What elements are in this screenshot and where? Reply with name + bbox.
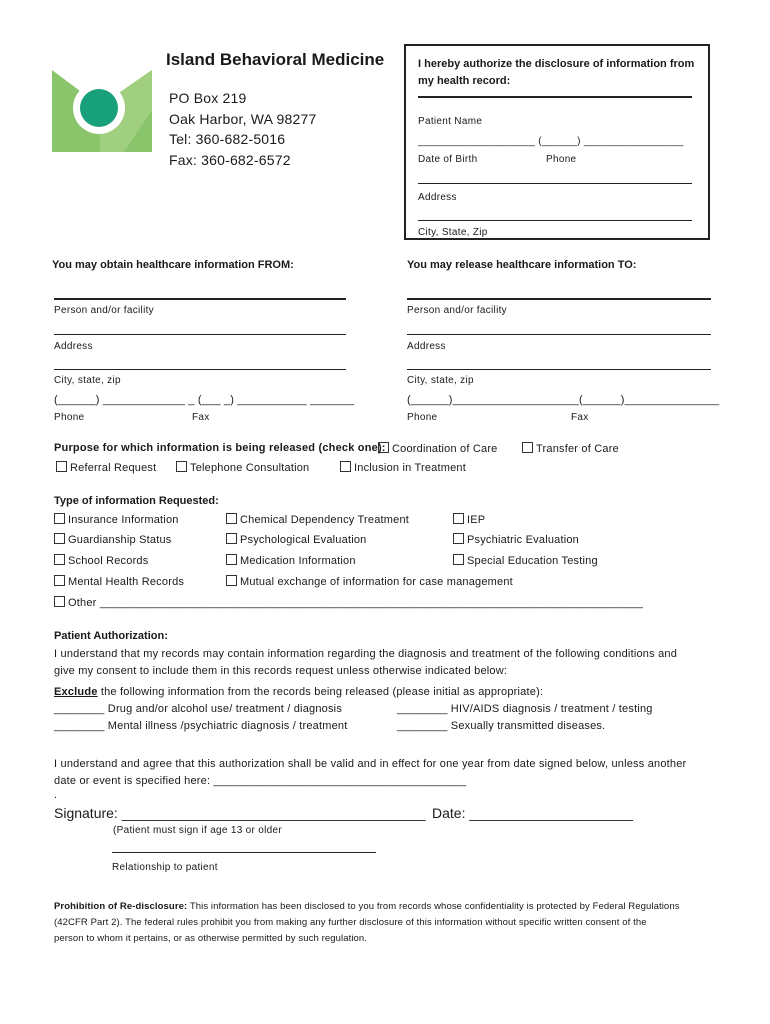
exclude-text: the following information from the records being released (please initial as appropriate): [97,686,544,698]
address-field[interactable] [418,183,692,184]
from-phone-label: Phone [54,412,85,423]
signature-note: (Patient must sign if age 13 or older [113,825,282,836]
city-line: Oak Harbor, WA 98277 [169,111,317,127]
city-label: City, State, Zip [418,227,488,238]
to-address-field[interactable] [407,334,711,335]
info-guardianship[interactable] [54,533,171,546]
info-psychological[interactable] [226,533,366,546]
exclude-word: Exclude [54,686,98,698]
exclude-line [54,684,543,701]
to-address-label: Address [407,341,446,352]
checkbox[interactable] [54,575,65,586]
clinic-logo [52,70,152,152]
option-label: Insurance Information [68,514,179,526]
checkbox[interactable] [453,513,464,524]
option-label: Chemical Dependency Treatment [240,514,410,526]
checkbox[interactable] [54,513,65,524]
to-phone-fax-field[interactable]: (______)____________________(______)_______________ [407,394,720,406]
telephone: Tel: 360-682-5016 [169,131,286,147]
po-box: PO Box 219 [169,90,247,106]
to-heading: You may release healthcare information TO: [407,259,637,271]
checkbox[interactable] [176,461,187,472]
info-chemical[interactable] [226,513,409,526]
checkbox[interactable] [453,554,464,565]
info-iep[interactable] [453,513,485,526]
from-address-field[interactable] [54,334,346,335]
signature-field[interactable]: Signature: _______________________________________ [54,805,426,821]
option-label: Psychological Evaluation [240,534,367,546]
option-label: IEP [467,514,486,526]
info-psychiatric[interactable] [453,533,579,546]
purpose-row [54,442,386,454]
redisclosure-text1: This information has been disclosed to you from records whose confidentiality is protected by Federal Regulations [187,901,680,912]
redisclosure-line3: person to whom it pertains, or as otherwise permitted by such regulation. [54,933,368,944]
checkbox[interactable] [54,554,65,565]
info-insurance[interactable] [54,513,179,526]
auth-paragraph-line1: I understand that my records may contain information regarding the diagnosis and treatment of the following conditions and [54,648,678,660]
from-phone-fax-field[interactable]: (______) _____________ _ (___ _) ___________ _______ [54,394,355,406]
option-label: Medication Information [240,555,356,567]
to-phone-label: Phone [407,412,438,423]
patient-name-field[interactable] [418,96,692,98]
dob-phone-field[interactable]: ____________________ (______) _________________ [418,136,684,147]
checkbox[interactable] [56,461,67,472]
validity-line2[interactable]: date or event is specified here: ________________________________________ [54,775,467,787]
to-fax-label: Fax [571,412,589,423]
patient-name-label: Patient Name [418,116,483,127]
from-heading: You may obtain healthcare information FROM: [52,259,294,271]
info-medication[interactable] [226,554,356,567]
phone-label: Phone [546,154,577,165]
checkbox[interactable] [522,442,533,453]
relationship-label: Relationship to patient [112,862,218,873]
redisclosure-line1 [54,898,680,915]
from-fax-label: Fax [192,412,210,423]
validity-line1: I understand and agree that this authorization shall be valid and in effect for one year from date signed below, unless another [54,758,687,770]
checkbox[interactable] [226,513,237,524]
checkbox[interactable] [340,461,351,472]
exclude-mental[interactable]: ________ Mental illness /psychiatric diagnosis / treatment [54,720,348,732]
checkbox[interactable] [54,596,65,607]
checkbox[interactable] [226,575,237,586]
from-address-label: Address [54,341,93,352]
organization-name: Island Behavioral Medicine [166,50,385,69]
authorization-box [404,44,710,240]
option-label: Mutual exchange of information for case management [240,576,513,588]
fax: Fax: 360-682-6572 [169,152,291,168]
purpose-referral[interactable] [56,461,156,474]
authorization-title: I hereby authorize the disclosure of information from my health record: [418,58,695,87]
info-mental-health[interactable] [54,575,184,588]
to-person-field[interactable] [407,298,711,300]
to-city-field[interactable] [407,369,711,370]
auth-paragraph-line2: give my consent to include them in this records request unless otherwise indicated below: [54,665,508,677]
info-school[interactable] [54,554,148,567]
from-person-label: Person and/or facility [54,305,154,316]
option-label: Mental Health Records [68,576,185,588]
option-label: Other ______________________________________________________________________________________ [68,597,644,609]
option-label: Psychiatric Evaluation [467,534,580,546]
purpose-telephone[interactable] [176,461,309,474]
from-city-label: City, state, zip [54,375,121,386]
info-types-heading: Type of information Requested: [54,495,219,507]
patient-auth-heading: Patient Authorization: [54,630,168,642]
option-label: Inclusion in Treatment [354,462,467,474]
checkbox[interactable] [226,554,237,565]
checkbox[interactable] [378,442,389,453]
purpose-coordination[interactable] [378,442,498,455]
to-city-label: City, state, zip [407,375,474,386]
to-person-label: Person and/or facility [407,305,507,316]
checkbox[interactable] [54,533,65,544]
from-person-field[interactable] [54,298,346,300]
dob-label: Date of Birth [418,154,478,165]
info-mutual-exchange[interactable] [226,575,513,588]
info-special-ed[interactable] [453,554,598,567]
option-label: Special Education Testing [467,555,598,567]
redisclosure-line2: (42CFR Part 2). The federal rules prohibit you from making any further disclosure of this information without specific written consent of the [54,917,647,928]
checkbox[interactable] [453,533,464,544]
purpose-transfer[interactable] [522,442,619,455]
purpose-label: Purpose for which information is being released (check one): [54,442,386,454]
logo-inner-circle [80,89,118,127]
city-field[interactable] [418,220,692,221]
address-label: Address [418,192,457,203]
option-label: Transfer of Care [536,443,619,455]
option-label: Telephone Consultation [190,462,310,474]
purpose-inclusion[interactable] [340,461,466,474]
from-city-field[interactable] [54,369,346,370]
date-field[interactable]: Date: _____________________ [432,805,633,821]
option-label: School Records [68,555,149,567]
checkbox[interactable] [226,533,237,544]
stray-period: . [54,789,58,801]
exclude-hiv[interactable]: ________ HIV/AIDS diagnosis / treatment / testing [397,703,653,715]
option-label: Guardianship Status [68,534,172,546]
exclude-drug[interactable]: ________ Drug and/or alcohol use/ treatment / diagnosis [54,703,343,715]
exclude-std[interactable]: ________ Sexually transmitted diseases. [397,720,606,732]
option-label: Referral Request [70,462,157,474]
relationship-field[interactable] [112,852,376,853]
info-other[interactable] [54,596,643,609]
redisclosure-title: Prohibition of Re-disclosure: [54,901,188,912]
option-label: Coordination of Care [392,443,498,455]
